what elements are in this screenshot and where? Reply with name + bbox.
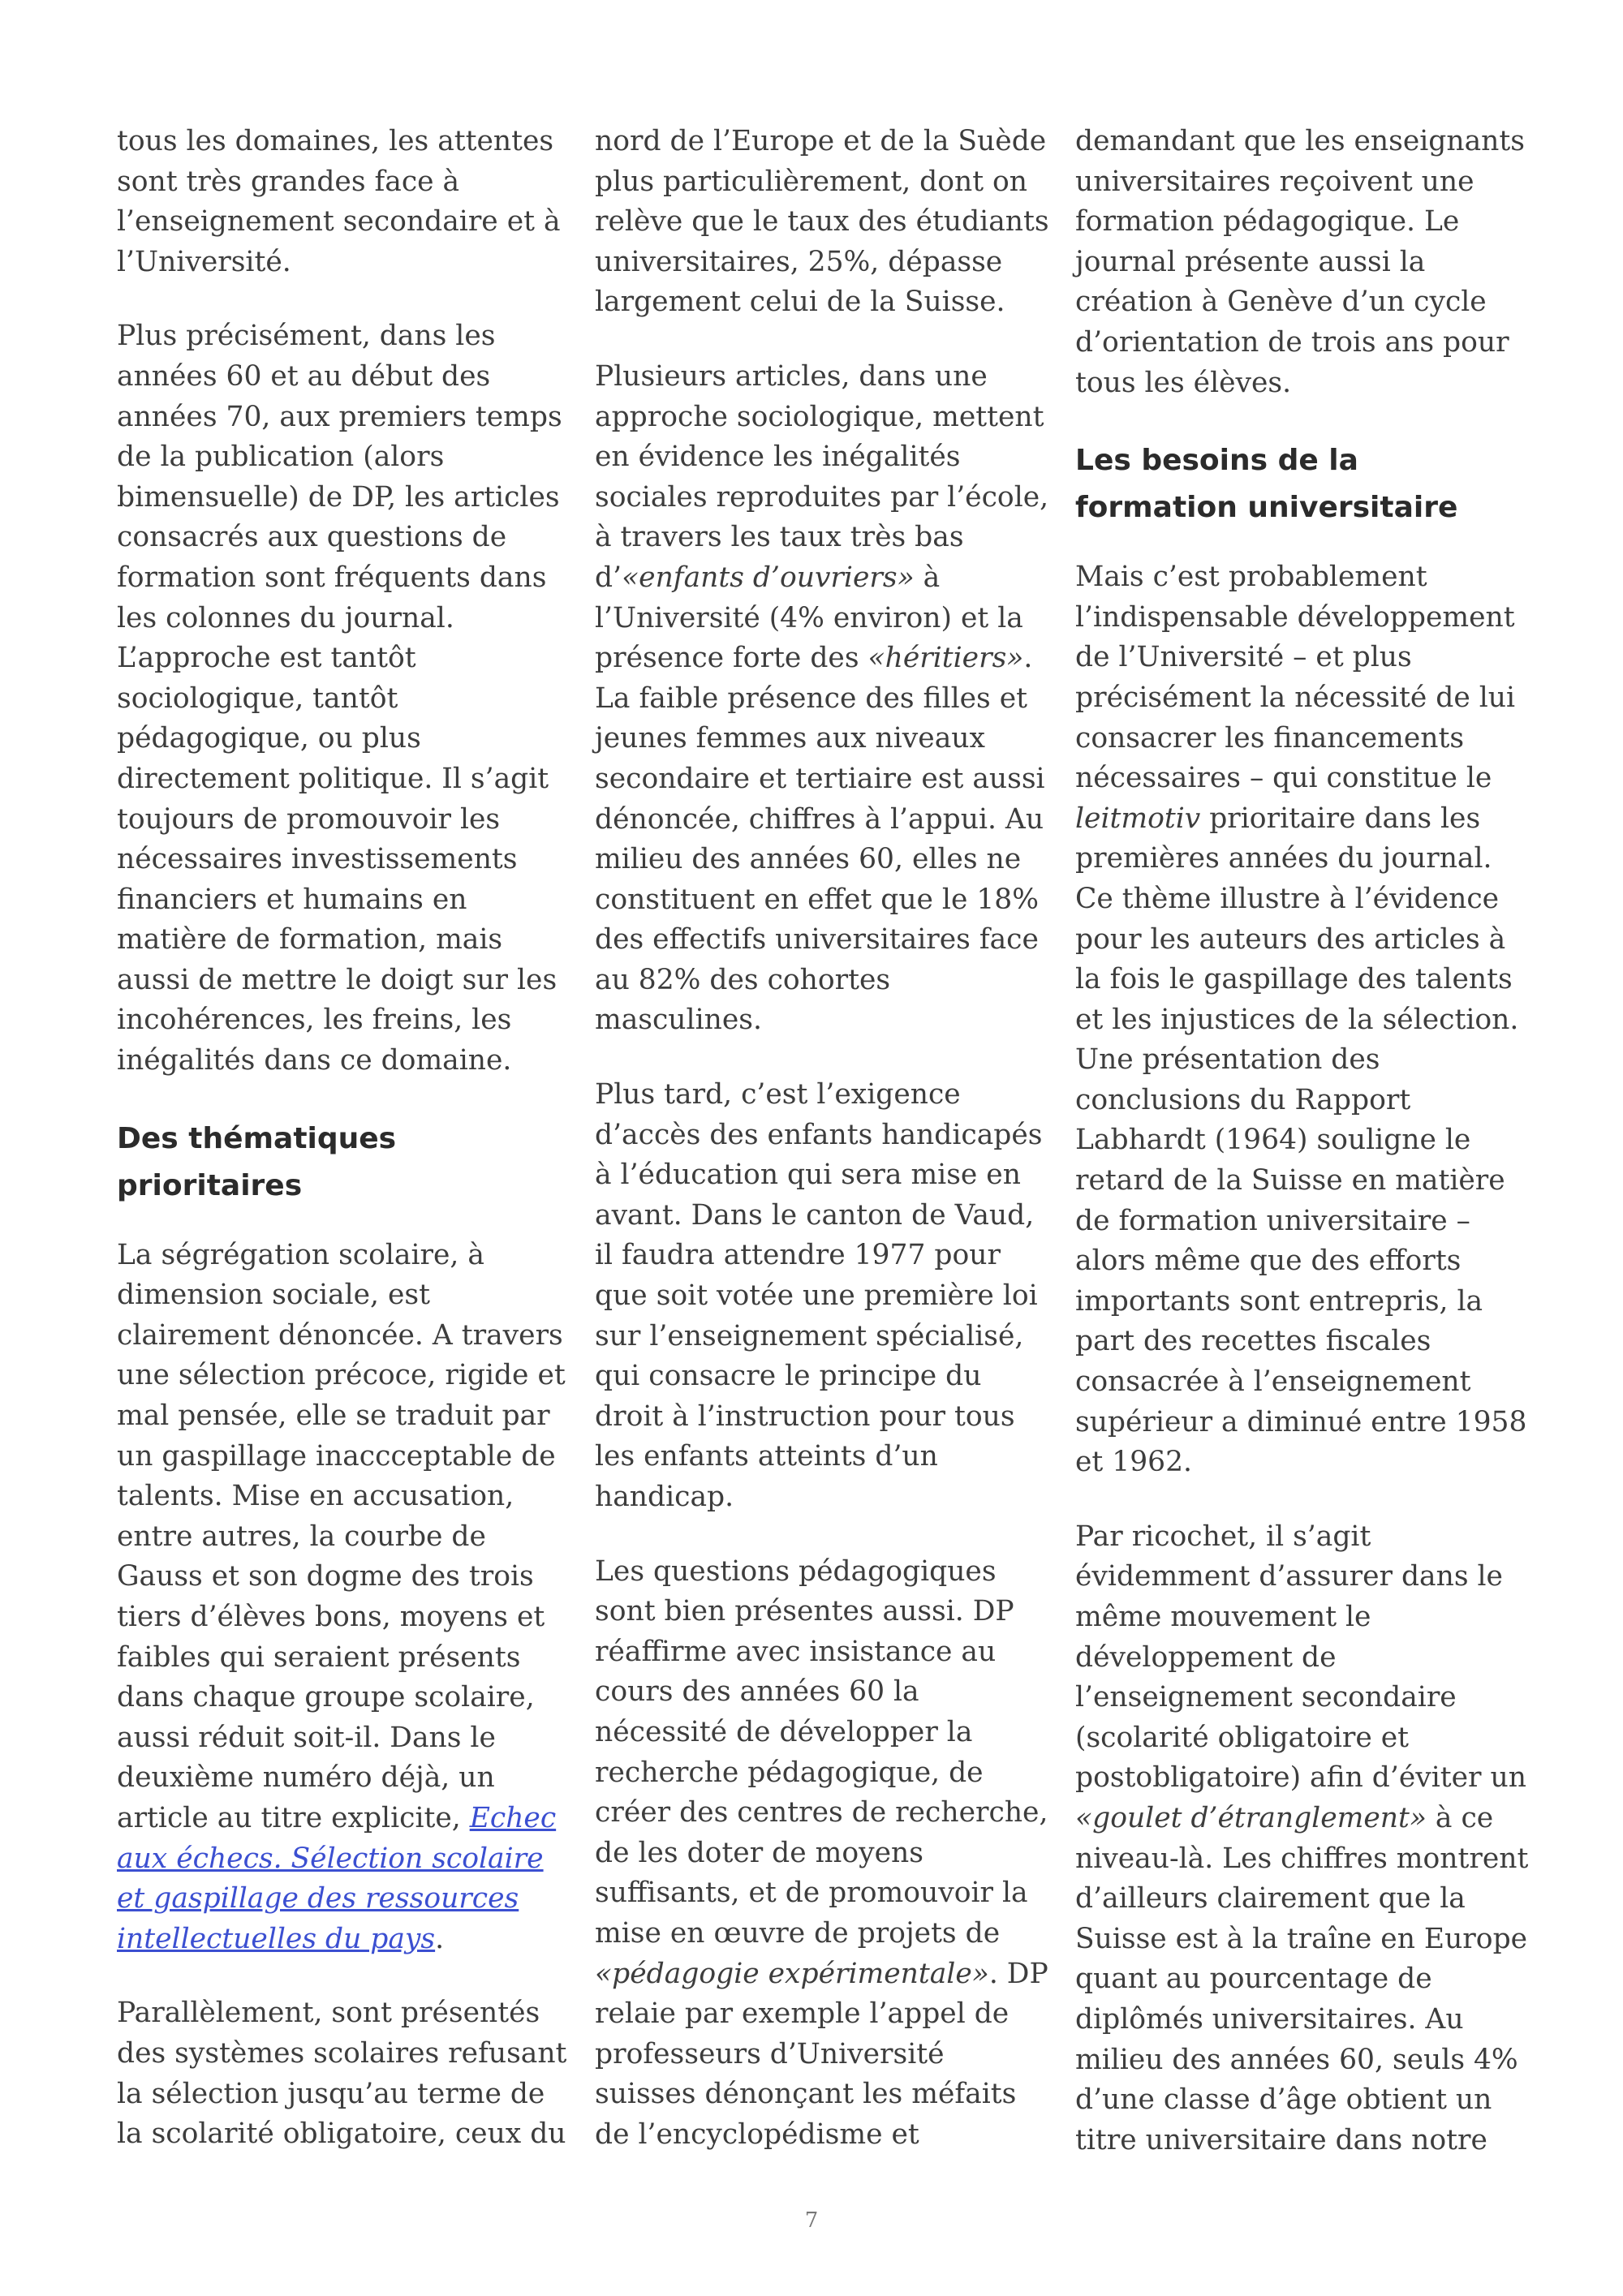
paragraph-text: Les questions pédagogiques sont bien présentes aussi. DP réaffirme avec insistance au cours des années 60 la nécessité de développer la recherche pédagogique, de créer des centres de recherche, de les doter de moyens suffisants, et de promouvoir la mise en œuvre de projets de	[595, 1554, 1048, 1950]
page-number: 7	[804, 2208, 819, 2233]
paragraph-text: . DP relaie par exemple l’appel de professeurs d’Université suisses dénonçant les méfaits de l’encyclopédisme et	[595, 1957, 1048, 2151]
paragraph: demandant que les enseignants universitaires reçoivent une formation pédagogique. Le journal présente aussi la création à Genève d’un cycle d’orientation de trois ans pour tous les élèves.	[1075, 125, 1525, 399]
paragraph	[1075, 1517, 1530, 2161]
text-column-1	[117, 122, 571, 2189]
text-column-2	[595, 122, 1049, 2190]
section-heading: Les besoins de la formation universitaire	[1075, 444, 1458, 525]
paragraph	[595, 357, 1049, 1041]
paragraph-text: à ce niveau-là. Les chiffres montrent d’ailleurs clairement que la Suisse est à la traîne en Europe quant au pourcentage de diplômés universitaires. Au milieu des années 60, seuls 4% d’une classe d’âge obtient un titre universitaire dans notre	[1075, 1801, 1529, 2156]
article-link[interactable]: Echec aux échecs. Sélection scolaire et gaspillage des ressources intellectuelles du pays	[117, 1801, 557, 1955]
paragraph: Plus précisément, dans les années 60 et au début des années 70, aux premiers temps de la publication (alors bimensuelle) de DP, les articles consacrés aux questions de formation sont fréquents dans les colonnes du journal. L’approche est tantôt sociologique, tantôt pédagogique, ou plus directement politique. Il s’agit toujours de promouvoir les nécessaires investissements financiers et humains en matière de formation, mais aussi de mettre le doigt sur les incohérences, les freins, les inégalités dans ce domaine.	[117, 320, 562, 1077]
section-heading: Des thématiques prioritaires	[117, 1121, 397, 1202]
paragraph-text: . La faible présence des filles et jeunes femmes aux niveaux secondaire et tertiaire est aussi dénoncée, chiffres à l’appui. Au milieu des années 60, elles ne constituent en effet que le 18% des effectifs universitaires face au 82% des cohortes masculines.	[595, 642, 1045, 1037]
paragraph-text: Par ricochet, il s’agit évidemment d’assurer dans le même mouvement le développement de l’enseignement secondaire (scolarité obligatoire et postobligatoire) afin d’éviter un	[1075, 1520, 1526, 1795]
paragraph-text: à l’Université (4% environ) et la présence forte des	[595, 561, 1023, 675]
emphasis-text: leitmotiv	[1075, 802, 1201, 835]
paragraph	[117, 1236, 571, 1960]
emphasis-text: «goulet d’étranglement»	[1075, 1801, 1427, 1834]
emphasis-text: «enfants d’ouvriers»	[622, 561, 915, 594]
emphasis-text: «pédagogie expérimentale»	[595, 1957, 989, 1990]
text-column-3	[1075, 122, 1530, 2195]
paragraph: Plus tard, c’est l’exigence d’accès des enfants handicapés à l’éducation qui sera mise en avant. Dans le canton de Vaud, il faudra attendre 1977 pour que soit votée une première loi sur l’enseignement spécialisé, qui consacre le principe du droit à l’instruction pour tous les enfants atteints d’un handicap.	[595, 1078, 1043, 1513]
paragraph	[1075, 557, 1530, 1483]
paragraph: Parallèlement, sont présentés des systèmes scolaires refusant la sélection jusqu’au terme de la scolarité obligatoire, ceux du	[117, 1997, 567, 2151]
paragraph-text: Plusieurs articles, dans une approche sociologique, mettent en évidence les inégalités sociales reproduites par l’école, à travers les taux très bas d’	[595, 359, 1049, 594]
emphasis-text: «héritiers»	[867, 642, 1024, 675]
paragraph-text: prioritaire dans les premières années du journal. Ce thème illustre à l’évidence pour les auteurs des articles à la fois le gaspillage des talents et les injustices de la sélection. Une présentation des conclusions du Rapport Labhardt (1964) souligne le retard de la Suisse en matière de formation universitaire – alors même que des efforts importants sont entrepris, la part des recettes fiscales consacrée à l’enseignement supérieur a diminué entre 1958 et 1962.	[1075, 802, 1527, 1479]
paragraph: tous les domaines, les attentes sont très grandes face à l’enseignement secondaire et à l’Université.	[117, 125, 561, 278]
paragraph-text: .	[435, 1922, 445, 1955]
paragraph-text: La ségrégation scolaire, à dimension sociale, est clairement dénoncée. A travers une sélection précoce, rigide et mal pensée, elle se traduit par un gaspillage inaccceptable de talents. Mise en accusation, entre autres, la courbe de Gauss et son dogme des trois tiers d’élèves bons, moyens et faibles qui seraient présents dans chaque groupe scolaire, aussi réduit soit-il. Dans le deuxième numéro déjà, un article au titre explicite,	[117, 1238, 566, 1834]
paragraph	[595, 1552, 1049, 2156]
paragraph-text: Mais c’est probablement l’indispensable développement de l’Université – et plus précisément la nécessité de lui consacrer les financements nécessaires – qui constitue le	[1075, 561, 1516, 795]
paragraph: nord de l’Europe et de la Suède plus particulièrement, dont on relève que le taux des étudiants universitaires, 25%, dépasse largement celui de la Suisse.	[595, 125, 1049, 319]
